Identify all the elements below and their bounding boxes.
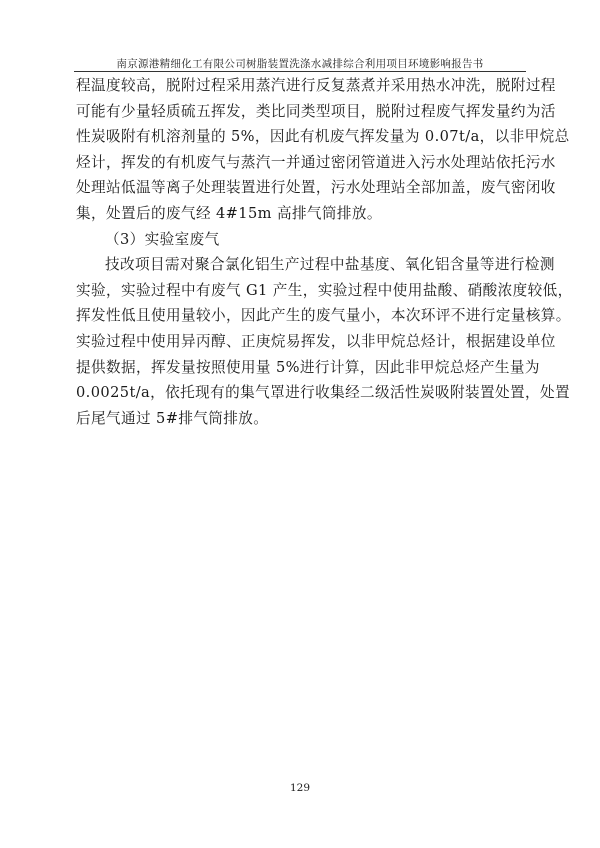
text-line: 实验，实验过程中有废气 G1 产生，实验过程中使用盐酸、硝酸浓度较低， — [76, 281, 573, 299]
text-line: 性炭吸附有机溶剂量的 5%，因此有机废气挥发量为 0.07t/a，以非甲烷总 — [76, 128, 570, 146]
text-line: 实验过程中使用异丙醇、正庚烷易挥发，以非甲烷总烃计，根据建设单位 — [76, 332, 556, 350]
text-line: 集，处置后的废气经 4#15m 高排气筒排放。 — [76, 204, 382, 222]
text-line: 可能有少量轻质硫五挥发，类比同类型项目，脱附过程废气挥发量约为活 — [76, 102, 556, 120]
text-line: 挥发性低且使用量较小，因此产生的废气量小，本次环评不进行定量核算。 — [76, 307, 571, 325]
text-line: 处理站低温等离子处理装置进行处置，污水处理站全部加盖，废气密闭收 — [76, 179, 556, 197]
header-rule — [74, 71, 526, 72]
text-line: 0.0025t/a，依托现有的集气罩进行收集经二级活性炭吸附装置处置，处置 — [76, 384, 570, 402]
section-heading: （3）实验室废气 — [105, 230, 220, 248]
text-line: 后尾气通过 5#排气筒排放。 — [76, 409, 269, 427]
text-line: 烃计，挥发的有机废气与蒸汽一并通过密闭管道进入污水处理站依托污水 — [76, 153, 556, 171]
page-number: 129 — [289, 782, 311, 794]
text-line: 技改项目需对聚合氯化铝生产过程中盐基度、氧化铝含量等进行检测 — [105, 256, 555, 274]
text-line: 提供数据，挥发量按照使用量 5%进行计算，因此非甲烷总烃产生量为 — [76, 358, 540, 376]
running-header: 南京源港精细化工有限公司树脂装置洗涤水减排综合利用项目环境影响报告书 — [116, 58, 484, 70]
body-text — [76, 73, 573, 431]
paragraph-lab-exhaust — [76, 252, 573, 431]
text-line: 程温度较高，脱附过程采用蒸汽进行反复蒸煮并采用热水冲洗，脱附过程 — [76, 77, 556, 94]
paragraph-desorption — [76, 73, 570, 227]
